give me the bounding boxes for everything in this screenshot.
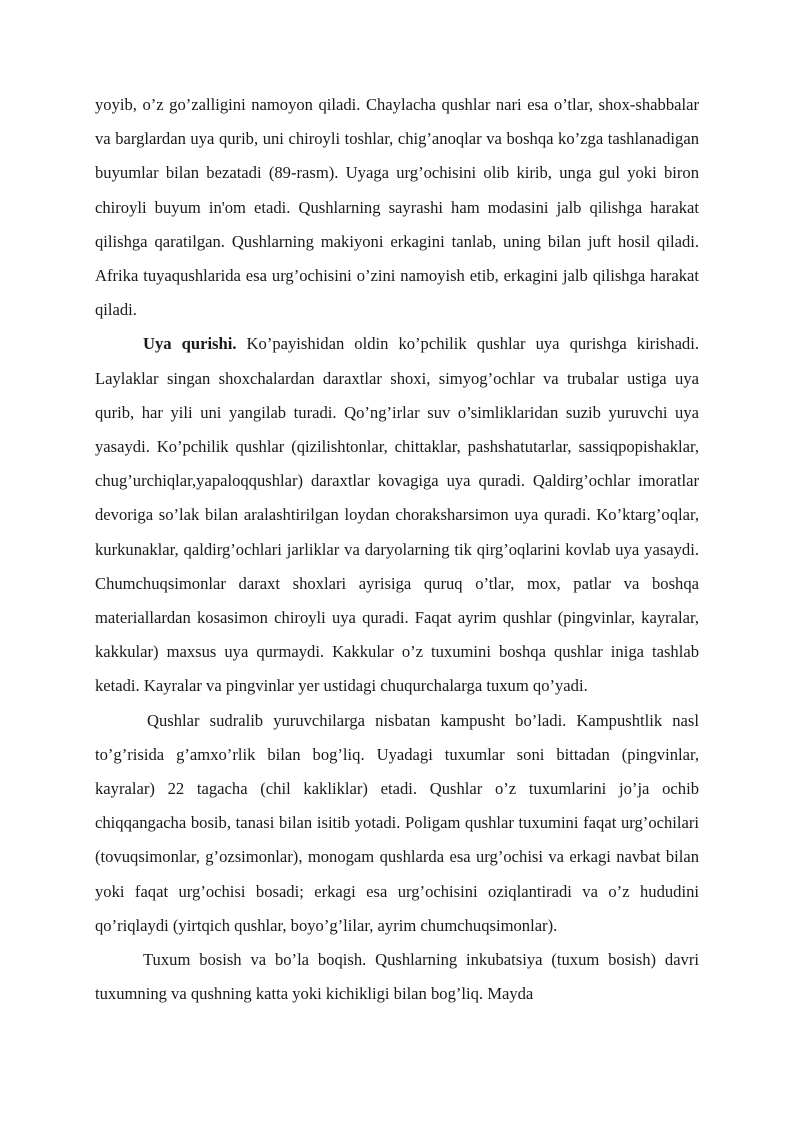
paragraph-2-heading: Uya qurishi. (143, 334, 237, 354)
document-page (95, 88, 699, 1011)
paragraph-2 (95, 327, 699, 703)
paragraph-4-text: Tuxum bosish va bo’la boqish. Qushlarning inkubatsiya (tuxum bosish) davri tuxumning va qushning katta yoki kichikligi bilan bog’liq. Mayda (95, 950, 699, 1004)
paragraph-3 (95, 704, 699, 943)
paragraph-4 (95, 943, 699, 1011)
paragraph-2-text: Ko’payishidan oldin ko’pchilik qushlar uya qurishga kirishadi. Laylaklar singan shoxchalardan daraxtlar shoxi, simyog’ochlar va trubalar ustiga uya qurib, har yili uni yangilab turadi. Qo’ng’irlar suv o’simliklaridan suzib yuruvchi uya yasaydi. Ko’pchilik qushlar (qizilishtonlar, chittaklar, pashshatutarlar, sassiqpopishaklar, chug’urchiqlar,yapaloqqushlar) daraxtlar kovagiga uya quradi. Qaldirg’ochlar imoratlar devoriga so’lak bilan aralashtirilgan loydan choraksharsimon uya quradi. Ko’ktarg’oqlar, kurkunaklar, qaldirg’ochlari jarliklar va daryolarning tik qirg’oqlarini kovlab uya yasaydi. Chumchuqsimonlar daraxt shoxlari ayrisiga quruq o’tlar, mox, patlar va boshqa materiallardan kosasimon chiroyli uya quradi. Faqat ayrim qushlar (pingvinlar, kayralar, kakkular) maxsus uya qurmaydi. Kakkular o’z tuxumini boshqa qushlar iniga tashlab ketadi. Kayralar va pingvinlar yer ustidagi chuqurchalarga tuxum qo’yadi. (95, 334, 699, 696)
paragraph-1-text: yoyib, o’z go’zalligini namoyon qiladi. Chaylacha qushlar nari esa o’tlar, shox-shabbalar va barglardan uya qurib, uni chiroyli toshlar, chig’anoqlar va boshqa ko’zga tashlanadigan buyumlar bilan bezatadi (89-rasm). Uyaga urg’ochisini olib kirib, unga gul yoki biron chiroyli buyum in'om etadi. Qushlarning sayrashi ham modasini jalb qilishga harakat qilishga qaratilgan. Qushlarning makiyoni erkagini tanlab, uning bilan juft hosil qiladi. Afrika tuyaqushlarida esa urg’ochisini o’zini namoyish etib, erkagini jalb qilishga harakat qiladi. (95, 95, 699, 320)
paragraph-1 (95, 88, 699, 327)
paragraph-3-text: Qushlar sudralib yuruvchilarga nisbatan kampusht bo’ladi. Kampushtlik nasl to’g’risida g’amxo’rlik bilan bog’liq. Uyadagi tuxumlar soni bittadan (pingvinlar, kayralar) 22 tagacha (chil kakliklar) etadi. Qushlar o’z tuxumlarini jo’ja ochib chiqqangacha bosib, tanasi bilan isitib yotadi. Poligam qushlar tuxumini faqat urg’ochilari (tovuqsimonlar, g’ozsimonlar), monogam qushlarda esa urg’ochisi va erkagi navbat bilan yoki faqat urg’ochisi bosadi; erkagi esa urg’ochisini oziqlantiradi va o’z hududini qo’riqlaydi (yirtqich qushlar, boyo’g’lilar, ayrim chumchuqsimonlar). (95, 710, 699, 935)
